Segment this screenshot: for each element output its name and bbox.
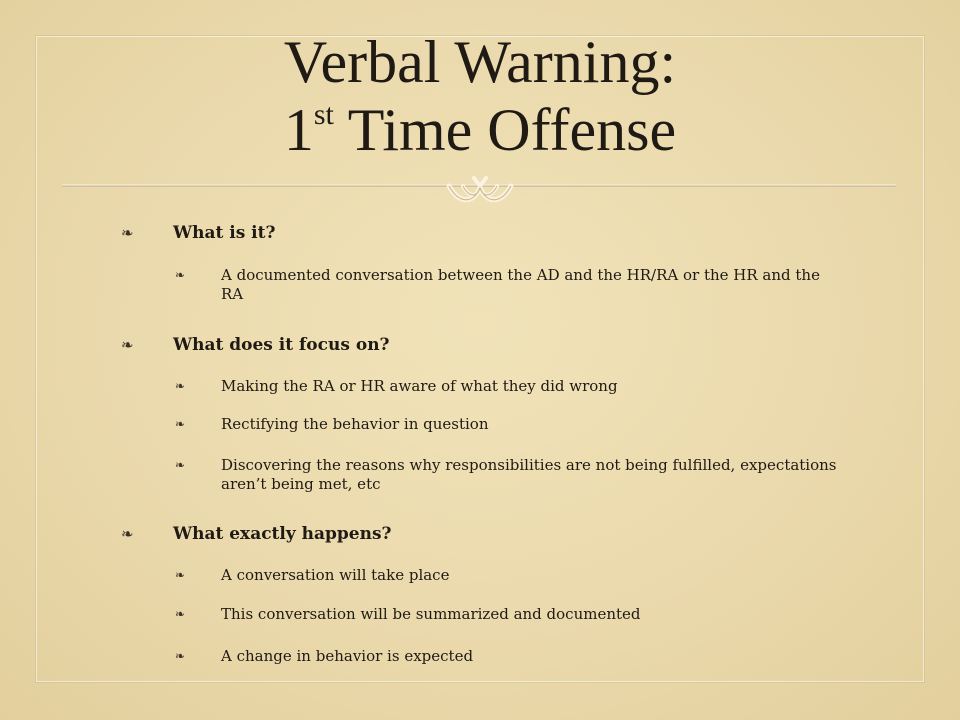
list-item-text: Making the RA or HR aware of what they did wrong — [221, 377, 618, 395]
fleuron-bullet-icon: ❧ — [121, 224, 134, 242]
section-heading: What exactly happens? — [173, 524, 392, 544]
fleuron-bullet-icon: ❧ — [175, 607, 186, 621]
fleuron-bullet-icon: ❧ — [175, 268, 186, 282]
title-line-2 — [0, 96, 960, 164]
fleuron-bullet-icon: ❧ — [175, 417, 186, 431]
fleuron-bullet-icon: ❧ — [175, 568, 186, 582]
list-item-text: This conversation will be summarized and documented — [221, 605, 641, 623]
section-heading: What does it focus on? — [173, 335, 390, 355]
list-item-text: A conversation will take place — [221, 566, 450, 584]
fleuron-bullet-icon: ❧ — [121, 336, 134, 354]
fleuron-bullet-icon: ❧ — [175, 458, 186, 472]
title-ordinal-suffix: st — [313, 98, 334, 131]
list-item-text: Rectifying the behavior in question — [221, 415, 489, 433]
fleuron-bullet-icon: ❧ — [175, 649, 186, 663]
slide-title — [0, 28, 960, 164]
title-line-2-rest: Time Offense — [333, 97, 677, 163]
fleuron-bullet-icon: ❧ — [121, 525, 134, 543]
title-ordinal-number: 1 — [283, 97, 314, 163]
section-heading: What is it? — [173, 223, 276, 243]
flourish-ornament-icon — [441, 164, 519, 212]
list-item-text: A documented conversation between the AD and the HR/RA or the HR and the RA — [221, 266, 820, 303]
list-item-text: Discovering the reasons why responsibilities are not being fulfilled, expectations aren’t being met, etc — [221, 456, 837, 493]
fleuron-bullet-icon: ❧ — [175, 379, 186, 393]
list-item-text: A change in behavior is expected — [221, 647, 474, 665]
title-line-1: Verbal Warning: — [283, 29, 677, 95]
